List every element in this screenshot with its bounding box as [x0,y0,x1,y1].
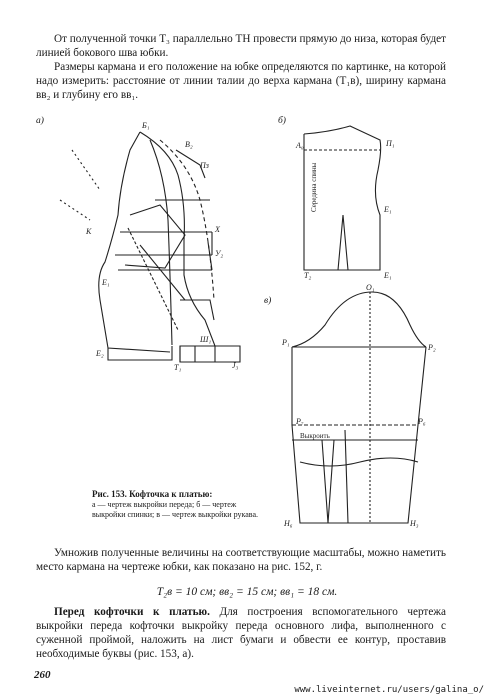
svg-text:У₂: У₂ [215,249,224,258]
back-center-label: Середина спины [310,162,318,212]
sleeve-cut-label: Выкроить [300,432,330,440]
paragraph-side-seam: От полученной точки Т₃ параллельно ТН провести прямую до низа, которая будет линией бокового шва юбки. [36,33,446,59]
svg-text:Б₁: Б₁ [142,121,150,130]
svg-text:Ш₁: Ш₁ [200,335,212,344]
svg-text:Пз: Пз [200,161,209,170]
watermark-url: www.liveinternet.ru/users/galina_o/ [294,685,484,695]
caption-title: Рис. 153. Кофточка к платью: [92,489,213,499]
svg-text:Х: Х [215,225,220,234]
section-heading: Перед кофточки к платью. [54,606,210,618]
caption-text: а — чертеж выкройки переда; б — чертеж выкройки спинки; в — чертеж выкройки рукава. [92,500,259,519]
paragraph-pocket: Размеры кармана и его положение на юбке определяются по картинке, на которой надо измерить: расстояние от линии талии до верха кармана (Т₁в), ширину кармана вв₂ и глубину его вв₁. [36,61,446,101]
svg-text:Е₁: Е₁ [102,278,110,287]
paragraph-front-blouse-text: Для построения вспомогательного чертежа выкройки переда кофточки выкройку переда основного лифа, выполненного с суженной проймой, наложить на лист бумаги и обвести ее контур, проставив необходимые буквы (рис. 153, а). [36,606,446,660]
svg-text:О₁: О₁ [366,283,375,292]
svg-text:Е₂: Е₂ [96,349,104,358]
svg-text:J₃: J₃ [232,361,239,370]
front-bodice-drawing [60,132,240,362]
svg-text:Р₆: Р₆ [418,417,426,426]
figure-label-a: а) [36,116,44,126]
figure-label-b: б) [278,116,286,126]
svg-text:Т₁: Т₁ [174,363,182,372]
figure-label-v: в) [264,296,272,306]
sleeve-drawing [292,292,426,523]
svg-text:Р₇: Р₇ [296,417,304,426]
svg-text:Р₂: Р₂ [428,343,436,352]
svg-text:А₀: А₀ [296,141,304,150]
svg-text:Н₃: Н₃ [410,519,419,528]
figure-caption [92,489,262,520]
svg-text:Т₂: Т₂ [304,271,312,280]
formula: Т₂в = 10 см; вв₂ = 15 см; вв₁ = 18 см. [156,586,338,598]
paragraph-front-blouse [36,605,446,661]
page-number: 260 [34,669,51,681]
svg-text:Е₁: Е₁ [384,205,392,214]
svg-text:Е₁: Е₁ [384,271,392,280]
paragraph-scale: Умножив полученные величины на соответствующие масштабы, можно наметить место кармана на чертеже юбки, как показано на рис. 152, г. [36,547,446,573]
svg-text:П₁: П₁ [386,139,395,148]
svg-text:В₂: В₂ [185,140,193,149]
svg-text:Р₁: Р₁ [282,338,290,347]
svg-text:К: К [86,227,92,236]
svg-text:Н₆: Н₆ [284,519,293,528]
